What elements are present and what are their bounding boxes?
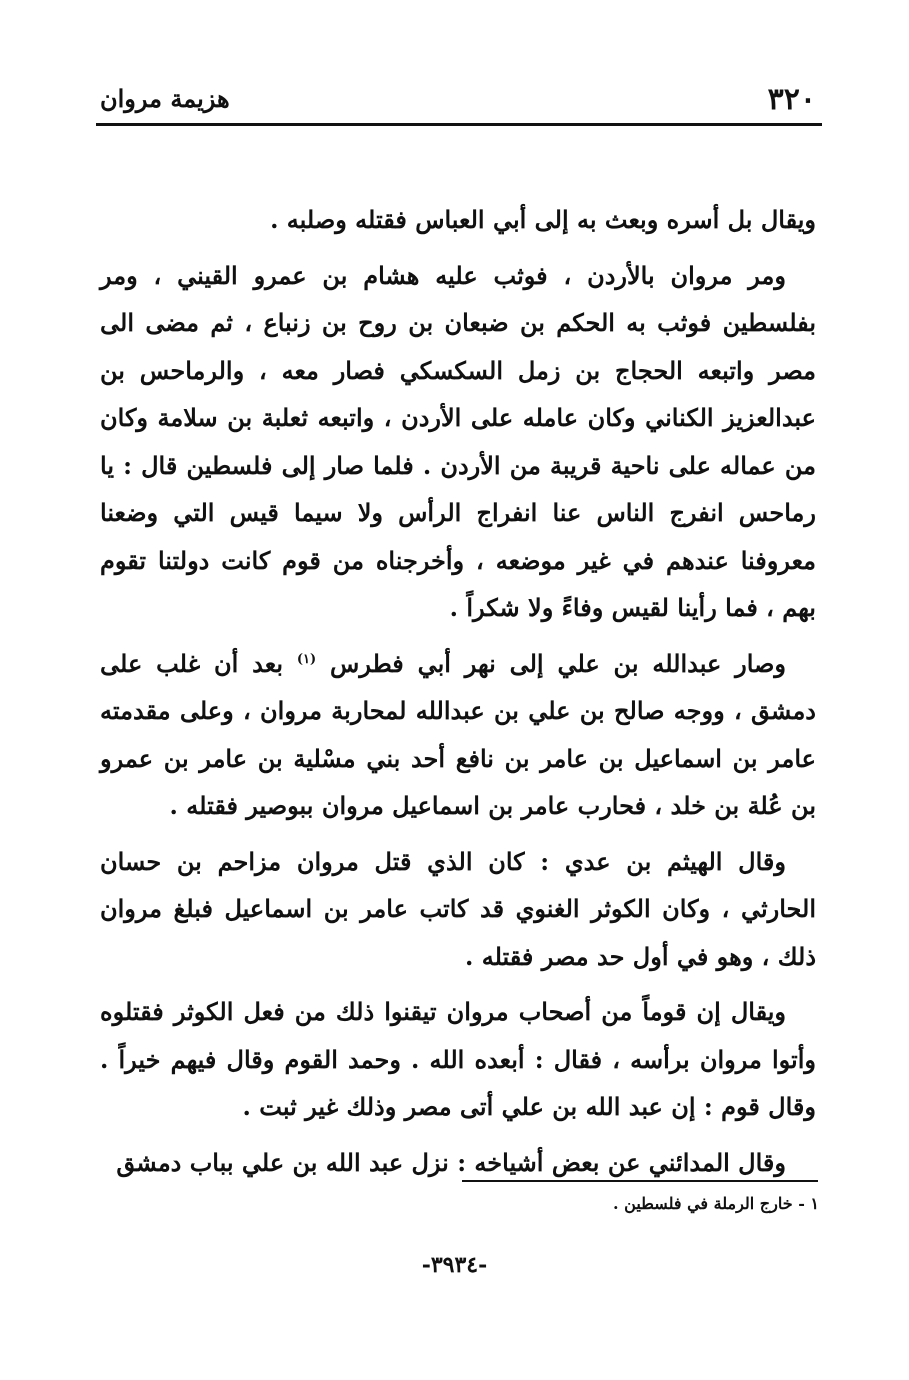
paragraph: ومر مروان بالأردن ، فوثب عليه هشام بن عمرو القيني ، ومر بفلسطين فوثب به الحكم بن ضبعان بن روح بن زنباع ، ثم مضى الى مصر واتبعه الحجاج بن زمل السكسكي فصار معه ، والرماحس بن عبدالعزيز الكناني وكان عامله على الأردن ، واتبعه ثعلبة بن سلامة وكان من عماله على ناحية قريبة من الأردن . فلما صار إلى فلسطين قال : يا رماحس انفرج الناس عنا انفراج الرأس ولا سيما قيس التي وضعنا معروفنا عندهم في غير موضعه ، وأخرجناه من قوم كانت دولتنا تقوم بهم ، فما رأينا لقيس وفاءً ولا شكراً .: [100, 260, 816, 622]
paragraph-text: بعد أن غلب على دمشق ، ووجه صالح بن علي بن عبدالله لمحاربة مروان ، وعلى مقدمته عامر بن اسماعيل بن عامر بن نافع أحد بني مسْلية بن عامر بن عمرو بن عُلة بن خلد ، فحارب عامر بن اسماعيل مروان ببوصير فقتله .: [100, 648, 817, 820]
volume-page-number: -٣٩٣٤-: [421, 1252, 488, 1278]
page-number: ٣٢٠: [767, 82, 816, 117]
main-text: [100, 196, 816, 1194]
paragraph: ويقال بل أسره وبعث به إلى أبي العباس فقتله وصلبه .: [270, 205, 816, 234]
paragraph: وقال المدائني عن بعض أشياخه : نزل عبد الله بن علي بباب دمشق: [116, 1147, 786, 1177]
paragraph: [100, 640, 816, 830]
footnote-rule: [462, 1180, 818, 1182]
paragraph: ويقال إن قوماً من أصحاب مروان تيقنوا ذلك من فعل الكوثر فقتلوه وأتوا مروان برأسه ، فقال : أبعده الله . وحمد القوم وقال فيهم خيراً . وقال قوم : إن عبد الله بن علي أتى مصر وذلك غير ثبت .: [100, 997, 816, 1121]
chapter-title: هزيمة مروان: [100, 84, 230, 113]
footnote-marker: (١): [296, 651, 317, 667]
footnote: ١ - خارج الرملة في فلسطين .: [613, 1194, 819, 1213]
running-header: [96, 82, 822, 122]
paragraph-text: وصار عبدالله بن علي إلى نهر أبي فطرس: [330, 648, 787, 678]
paragraph: وقال الهيثم بن عدي : كان الذي قتل مروان مزاحم بن حسان الحارثي ، وكان الكوثر الغنوي قد كاتب عامر بن اسماعيل فبلغ مروان ذلك ، وهو في أول حد مصر فقتله .: [100, 846, 816, 971]
header-rule: [96, 123, 822, 126]
